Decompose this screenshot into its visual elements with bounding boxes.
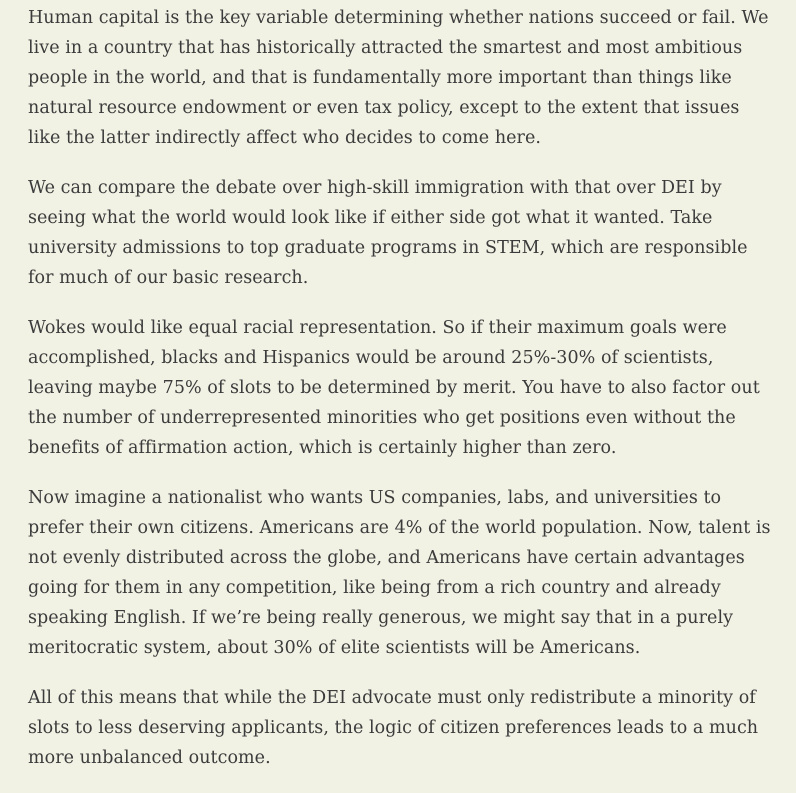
- paragraph-conclusion: All of this means that while the DEI advocate must only redistribute a minority of slots to less deserving applicants, the logic of citizen preferences leads to a much more unbalanced outcome.: [28, 688, 759, 768]
- paragraph-racial-representation: Wokes would like equal racial representation. So if their maximum goals were accomplished, blacks and Hispanics would be around 25%-30% of scientists, leaving maybe 75% of slots to be determined by merit. You have to also factor out the number of underrepresented minorities who get positions even without the benefits of affirmation action, which is certainly higher than zero.: [28, 318, 760, 458]
- article-body: [28, 3, 776, 793]
- paragraph-human-capital: Human capital is the key variable determining whether nations succeed or fail. We live in a country that has historically attracted the smartest and most ambitious people in the world, and that is fundamentally more important than things like natural resource endowment or even tax policy, except to the extent that issues like the latter indirectly affect who decides to come here.: [28, 8, 769, 148]
- paragraph-immigration-vs-dei: We can compare the debate over high-skill immigration with that over DEI by seeing what the world would look like if either side got what it wanted. Take university admissions to top graduate programs in STEM, which are responsible for much of our basic research.: [28, 178, 748, 288]
- paragraph-nationalist-preference: Now imagine a nationalist who wants US companies, labs, and universities to prefer their own citizens. Americans are 4% of the world population. Now, talent is not evenly distributed across the globe, and Americans have certain advantages going for them in any competition, like being from a rich country and already speaking English. If we’re being really generous, we might say that in a purely meritocratic system, about 30% of elite scientists will be Americans.: [28, 488, 771, 658]
